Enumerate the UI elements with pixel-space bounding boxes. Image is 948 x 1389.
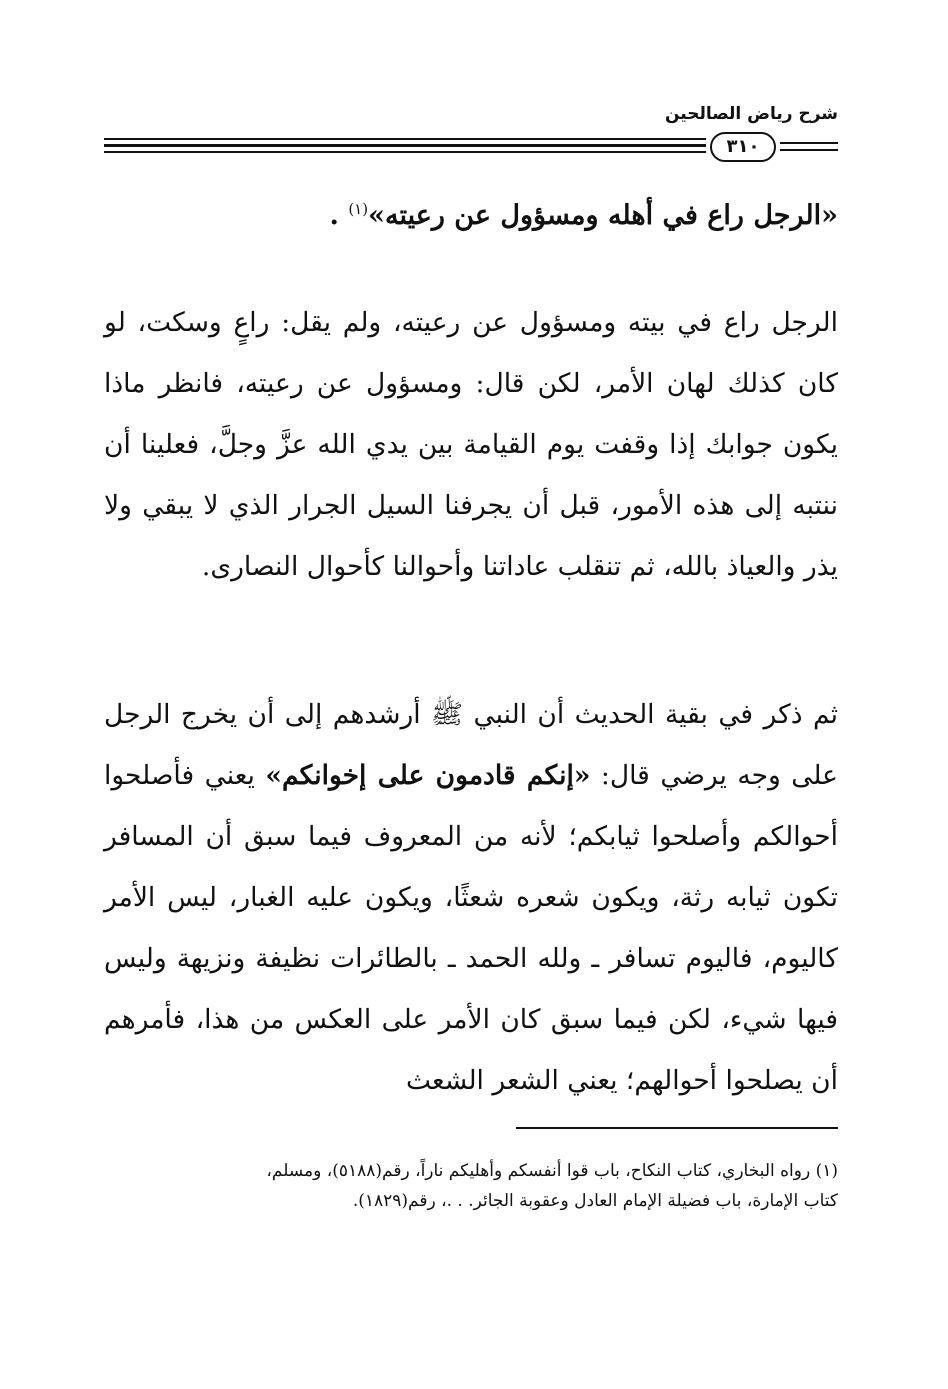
hadith-quote-end: . bbox=[329, 200, 349, 231]
paragraph-1: الرجل راع في بيته ومسؤول عن رعيته، ولم يقل: راعٍ وسكت، لو كان كذلك لهان الأمر، لكن قال: ومسؤول عن رعيته، فانظر ماذا يكون جوابك إذا وقفت يوم القيامة بين يدي الله عزَّ وجلَّ، فعلينا أن ننتبه إلى هذه الأمور، قبل أن يجرفنا السيل الجرار الذي لا يبقي ولا يذر والعياذ بالله، ثم تنقلب عاداتنا وأحوالنا كأحوال النصارى. bbox=[104, 307, 838, 582]
paragraph-2-rest: يعني فأصلحوا أحوالكم وأصلحوا ثيابكم؛ لأنه من المعروف فيما سبق أن المسافر تكون ثيابه رثة، ويكون شعره شعثًا، ويكون عليه الغبار، ليس الأمر كاليوم، فاليوم تسافر ـ ولله الحمد ـ بالطائرات نظيفة ونزيهة وليس فيها شيء، لكن فيما سبق كان الأمر على العكس من هذا، فأمرهم أن يصلحوا أحوالهم؛ يعني الشعر الشعث bbox=[104, 760, 838, 1096]
page-header bbox=[104, 104, 838, 164]
footnote-ref: (١) bbox=[348, 200, 369, 218]
paragraph-2 bbox=[104, 684, 838, 1111]
header-rule-middle bbox=[104, 144, 706, 147]
header-rule-top bbox=[104, 138, 706, 140]
hadith-quote-text: «الرجل راع في أهله ومسؤول عن رعيته» bbox=[368, 200, 838, 231]
paragraph-2-hadith: «إنكم قادمون على إخوانكم» bbox=[265, 760, 591, 791]
page-number: ٣١٠ bbox=[710, 132, 776, 162]
footnote-line-2: كتاب الإمارة، باب فضيلة الإمام العادل وعقوبة الجائر. . .، رقم(١٨٢٩). bbox=[352, 1191, 838, 1211]
footnote-line-1: (١) رواه البخاري، كتاب النكاح، باب قوا أنفسكم وأهليكم ناراً، رقم(٥١٨٨)، ومسلم، bbox=[266, 1161, 838, 1181]
header-rule-bottom bbox=[104, 151, 706, 153]
footnote bbox=[104, 1156, 838, 1216]
book-title: شرح رياض الصالحين bbox=[664, 104, 838, 124]
header-rule-left-bottom bbox=[780, 149, 838, 151]
hadith-quote bbox=[330, 200, 839, 231]
footnote-separator bbox=[516, 1127, 838, 1129]
header-rule-left-top bbox=[780, 142, 838, 144]
paragraph-2-intro: ثم ذكر في بقية الحديث أن النبي ﷺ أرشدهم إلى أن يخرج الرجل على وجه يرضي قال: bbox=[104, 699, 838, 791]
